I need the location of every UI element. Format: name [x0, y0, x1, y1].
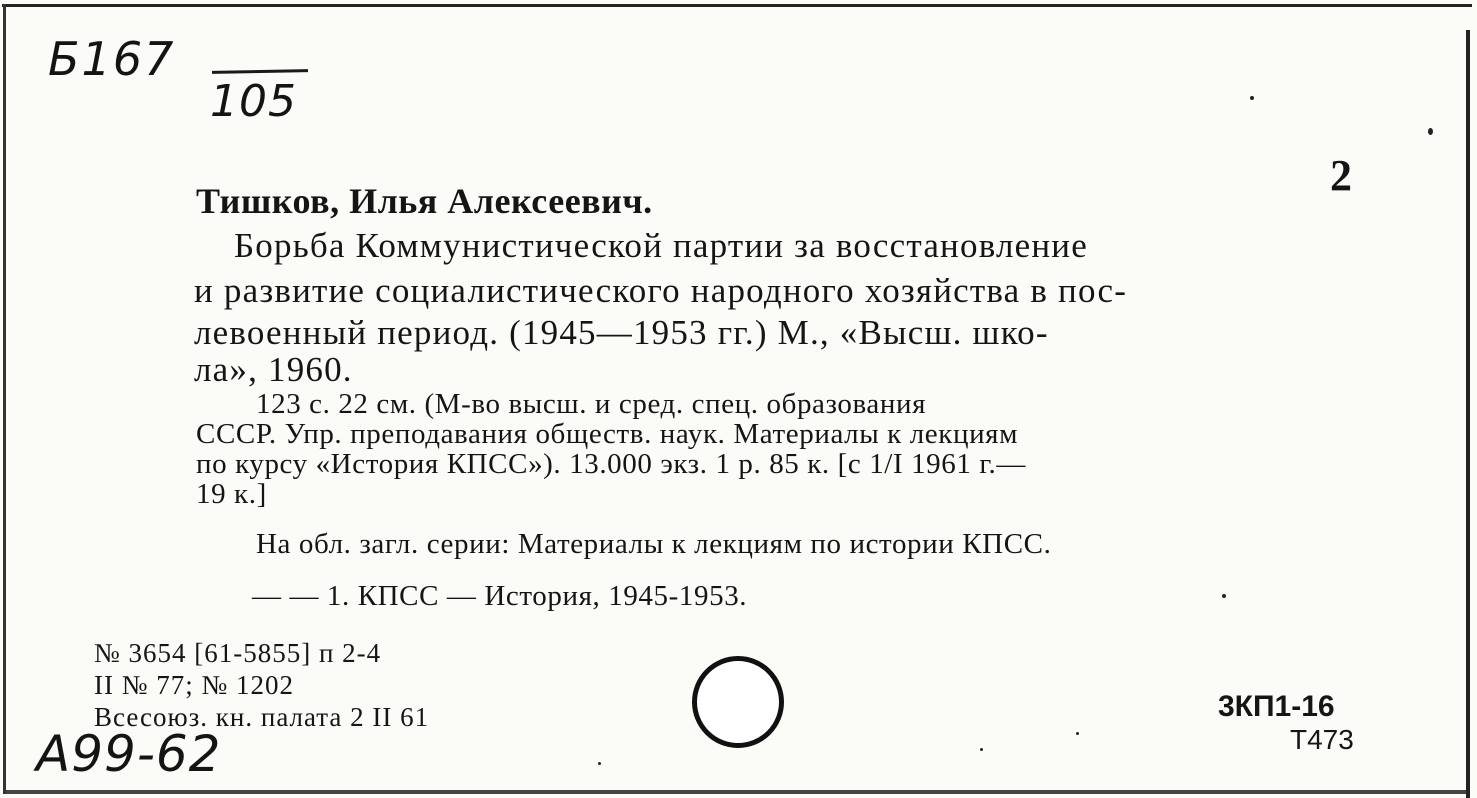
punch-hole — [692, 656, 784, 748]
registration-line: Всесоюз. кн. палата 2 II 61 — [94, 702, 430, 732]
scan-speck — [980, 748, 983, 751]
scan-speck — [598, 762, 601, 765]
shelfmark-top: Б167 — [48, 32, 176, 86]
shelfmark-fraction-bar — [212, 69, 308, 74]
collation-line: 19 к.] — [196, 478, 267, 510]
collation-line: СССР. Упр. преподавания обществ. наук. Материалы к лекциям — [196, 418, 1019, 450]
card-border-left — [3, 4, 6, 794]
scan-speck — [1076, 732, 1079, 735]
subject-heading: — — 1. КПСС — История, 1945-1953. — [252, 580, 748, 612]
inventory-number-handwritten: А99-62 — [36, 725, 222, 783]
classification-index: 3КП1-16 — [1218, 690, 1335, 723]
title-line: левоенный период. (1945—1953 гг.) М., «Высш. шко- — [194, 313, 1049, 352]
card-border-right — [1466, 30, 1470, 798]
collation-line: 123 с. 22 см. (М-во высш. и сред. спец. образования — [256, 388, 927, 420]
scan-speck — [1250, 96, 1254, 100]
title-line: Борьба Коммунистической партии за восстановление — [234, 226, 1088, 265]
title-line: ла», 1960. — [194, 350, 353, 389]
author-heading: Тишков, Илья Алексеевич. — [196, 181, 653, 221]
collation-line: по курсу «История КПСС»). 13.000 экз. 1 р. 85 к. [с 1/I 1961 г.— — [196, 448, 1026, 480]
series-note: На обл. загл. серии: Материалы к лекциям по истории КПСС. — [256, 528, 1052, 560]
cutter-number: Т473 — [1290, 724, 1354, 755]
registration-line: II № 77; № 1202 — [94, 670, 295, 700]
shelfmark-bottom: 105 — [210, 76, 297, 127]
registration-line: № 3654 [61-5855] п 2-4 — [94, 638, 382, 668]
card-border-top — [2, 4, 1472, 7]
card-number: 2 — [1330, 151, 1352, 200]
scan-speck — [1222, 594, 1226, 598]
title-line: и развитие социалистического народного хозяйства в пос- — [194, 271, 1128, 310]
scan-speck — [1428, 128, 1433, 135]
card-border-bottom — [6, 790, 1466, 794]
